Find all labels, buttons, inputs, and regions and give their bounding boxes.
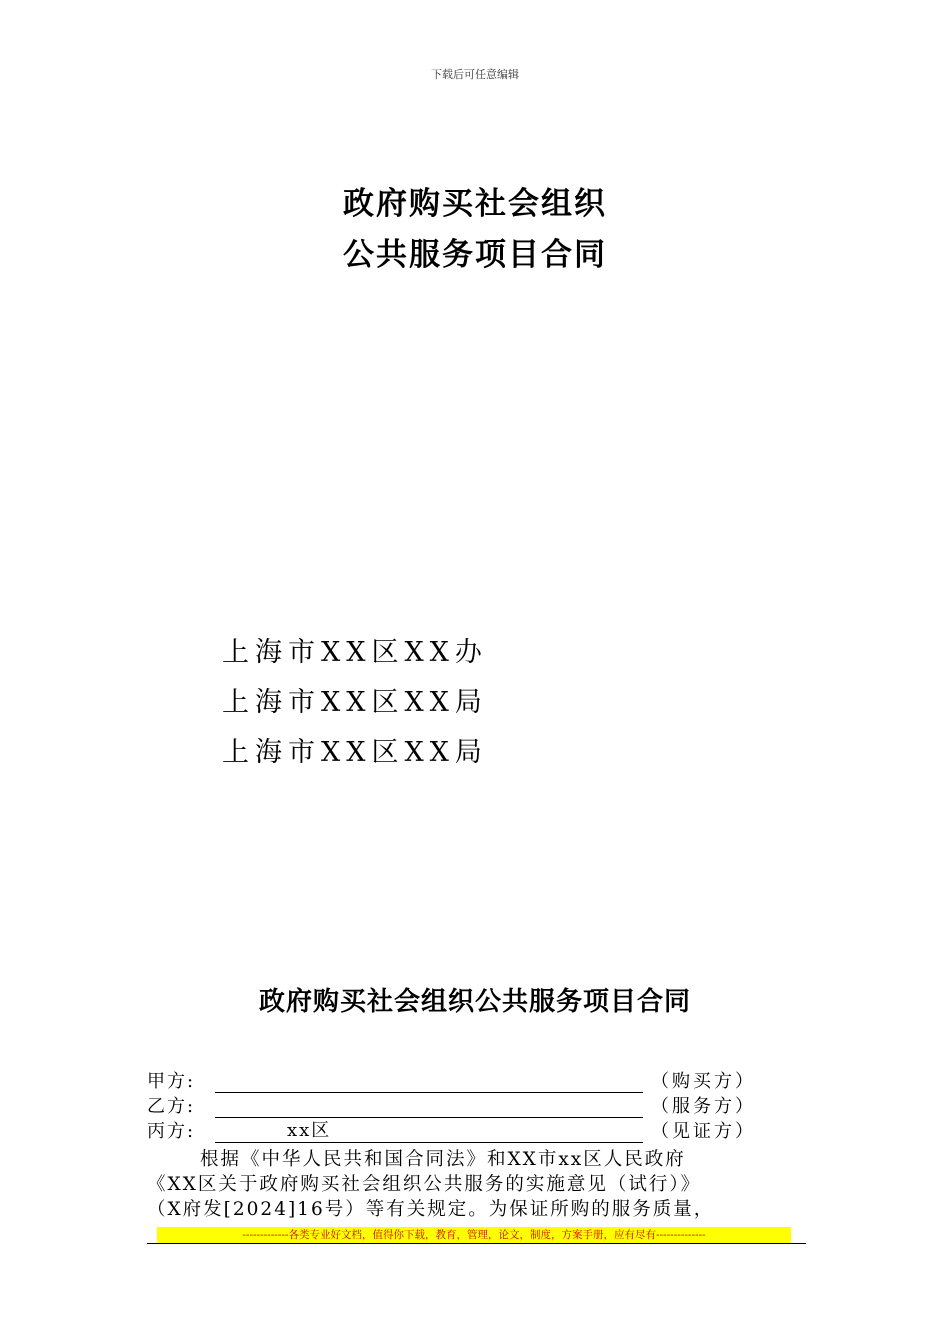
footer-divider <box>147 1243 806 1244</box>
party-b-blank <box>215 1096 643 1118</box>
party-c-value: xx区 <box>287 1120 332 1141</box>
party-b-role: （服务方） <box>651 1096 756 1117</box>
party-row-a <box>147 1071 807 1093</box>
party-b-label: 乙方: <box>147 1096 196 1117</box>
org-line-1: 上海市XX区XX办 <box>222 637 488 668</box>
party-a-role: （购买方） <box>651 1071 756 1092</box>
party-a-blank <box>215 1071 643 1093</box>
body-line-2: 《XX区关于政府购买社会组织公共服务的实施意见（试行）》 <box>147 1174 702 1195</box>
party-c-role: （见证方） <box>651 1121 756 1142</box>
body-line-1: 根据《中华人民共和国合同法》和XX市xx区人民政府 <box>200 1149 686 1170</box>
org-line-2: 上海市XX区XX局 <box>222 687 488 718</box>
party-c-label: 丙方: <box>147 1121 196 1142</box>
cover-title-line-1: 政府购买社会组织 <box>343 186 607 222</box>
org-line-3: 上海市XX区XX局 <box>222 737 488 768</box>
party-a-label: 甲方: <box>147 1071 196 1092</box>
contract-title: 政府购买社会组织公共服务项目合同 <box>258 987 691 1017</box>
cover-title-line-2: 公共服务项目合同 <box>343 237 607 273</box>
party-row-b <box>147 1096 807 1118</box>
party-c-blank <box>215 1121 643 1143</box>
party-row-c <box>147 1121 807 1143</box>
footer-banner: -------------各类专业好文档，值得你下载，教育，管理，论文，制度，方案手册，应有尽有-------------- <box>157 1227 791 1243</box>
page-header-note: 下载后可任意编辑 <box>431 68 519 81</box>
body-line-3: （X府发[2024]16号）等有关规定。为保证所购的服务质量， <box>147 1199 715 1220</box>
